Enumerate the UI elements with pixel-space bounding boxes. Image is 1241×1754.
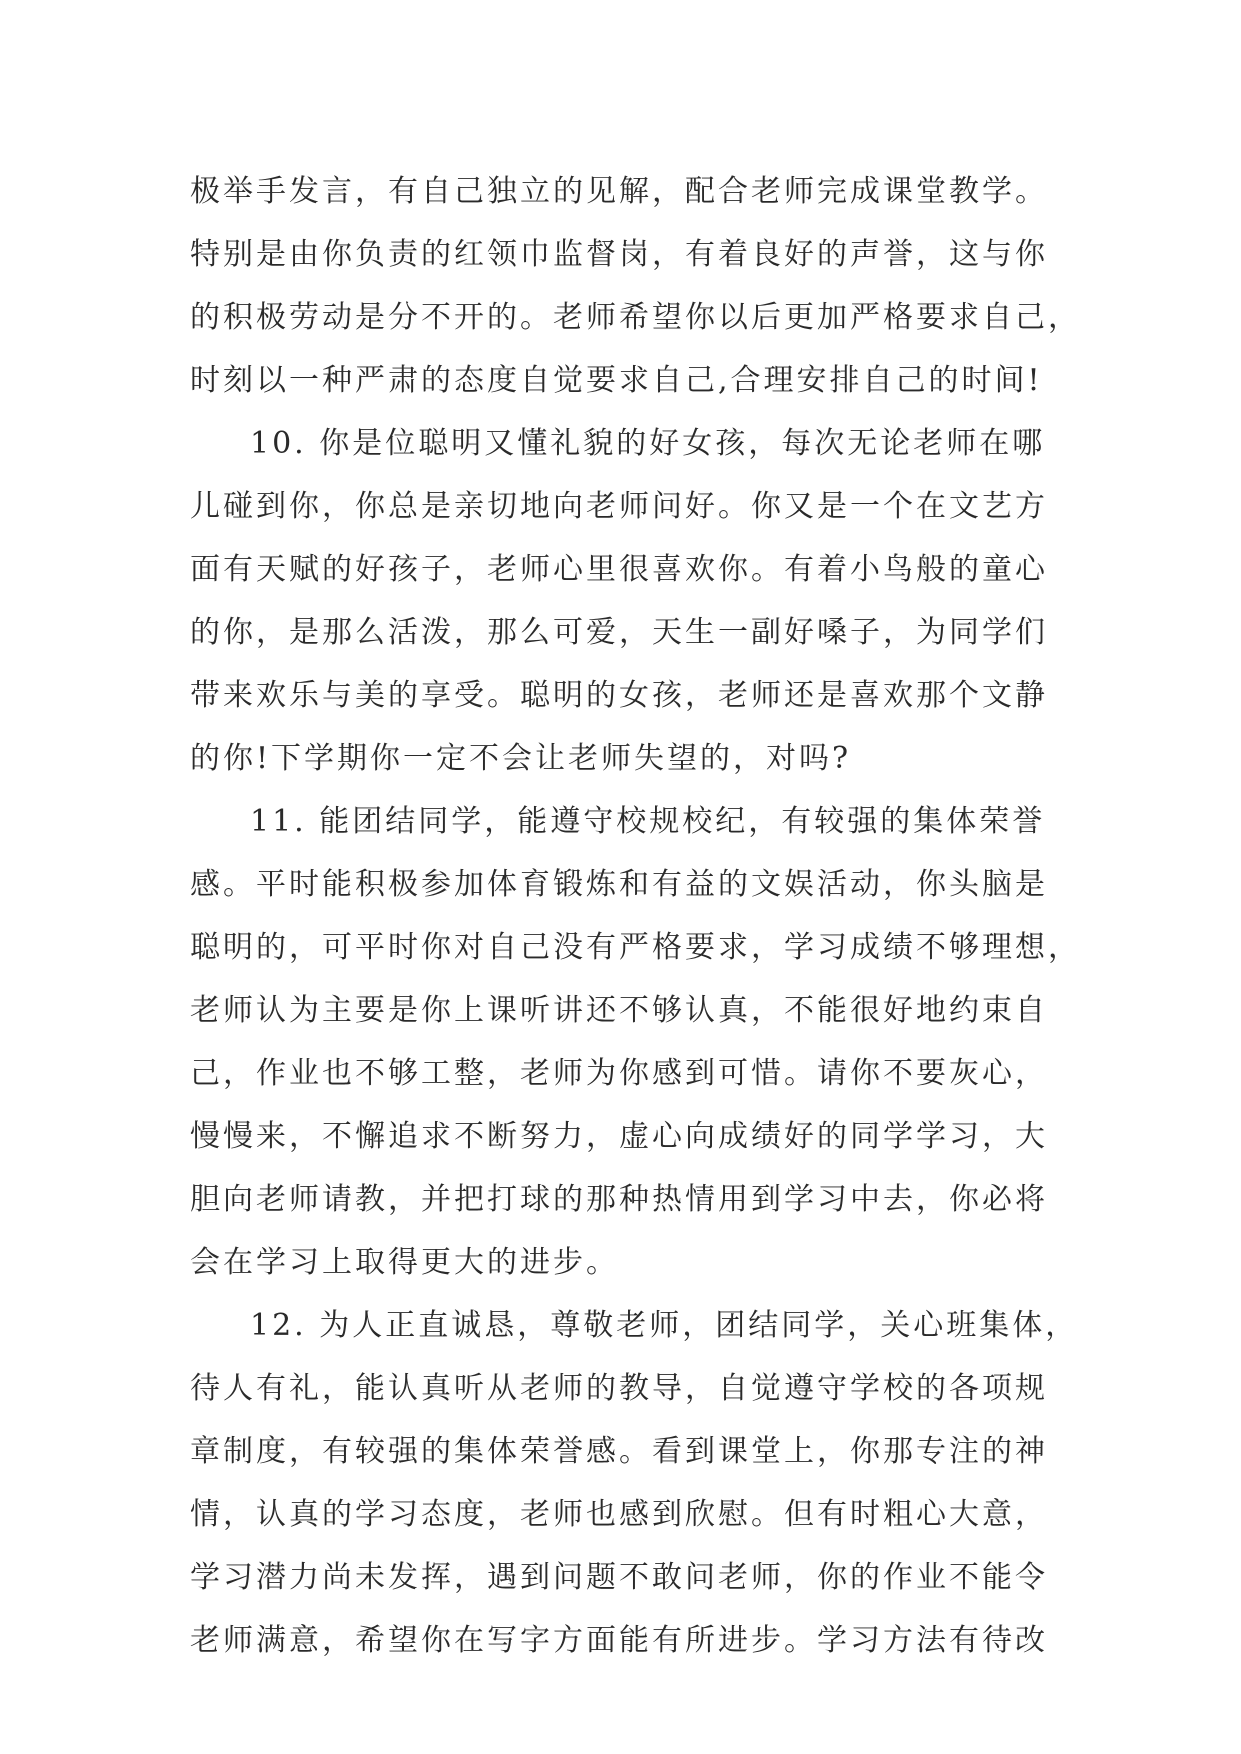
document-body: [190, 160, 1080, 1672]
text-line: 11. 能团结同学，能遵守校规校纪，有较强的集体荣誉: [250, 804, 1046, 839]
text-line: 的你!下学期你一定不会让老师失望的，对吗?: [190, 741, 852, 776]
text-line: 的你，是那么活泼，那么可爱，天生一副好嗓子，为同学们: [190, 615, 1048, 650]
text-line: 会在学习上取得更大的进步。: [190, 1245, 619, 1280]
text-line: 老师认为主要是你上课听讲还不够认真，不能很好地约束自: [190, 993, 1048, 1028]
text-line: 待人有礼，能认真听从老师的教导，自觉遵守学校的各项规: [190, 1371, 1048, 1406]
text-line: 学习潜力尚未发挥，遇到问题不敢问老师，你的作业不能令: [190, 1560, 1048, 1595]
text-line: 极举手发言，有自己独立的见解，配合老师完成课堂教学。: [190, 174, 1048, 209]
text-line: 聪明的，可平时你对自己没有严格要求，学习成绩不够理想，: [190, 930, 1081, 965]
text-line: 带来欢乐与美的享受。聪明的女孩，老师还是喜欢那个文静: [190, 678, 1048, 713]
text-line: 胆向老师请教，并把打球的那种热情用到学习中去，你必将: [190, 1182, 1048, 1217]
text-line: 感。平时能积极参加体育锻炼和有益的文娱活动，你头脑是: [190, 867, 1048, 902]
text-line: 面有天赋的好孩子，老师心里很喜欢你。有着小鸟般的童心: [190, 552, 1048, 587]
text-line: 特别是由你负责的红领巾监督岗，有着良好的声誉，这与你: [190, 237, 1048, 272]
text-line: 章制度，有较强的集体荣誉感。看到课堂上，你那专注的神: [190, 1434, 1048, 1469]
text-line: 老师满意，希望你在写字方面能有所进步。学习方法有待改: [190, 1623, 1048, 1658]
text-line: 时刻以一种严肃的态度自觉要求自己,合理安排自己的时间!: [190, 363, 1043, 398]
text-line: 己，作业也不够工整，老师为你感到可惜。请你不要灰心，: [190, 1056, 1048, 1091]
text-line: 儿碰到你，你总是亲切地向老师问好。你又是一个在文艺方: [190, 489, 1048, 524]
text-line: 12. 为人正直诚恳，尊敬老师，团结同学，关心班集体，: [250, 1308, 1079, 1343]
text-line: 情，认真的学习态度，老师也感到欣慰。但有时粗心大意，: [190, 1497, 1048, 1532]
text-line: 慢慢来，不懈追求不断努力，虚心向成绩好的同学学习，大: [190, 1119, 1048, 1154]
text-line: 10. 你是位聪明又懂礼貌的好女孩，每次无论老师在哪: [250, 426, 1046, 461]
text-line: 的积极劳动是分不开的。老师希望你以后更加严格要求自己，: [190, 300, 1081, 335]
